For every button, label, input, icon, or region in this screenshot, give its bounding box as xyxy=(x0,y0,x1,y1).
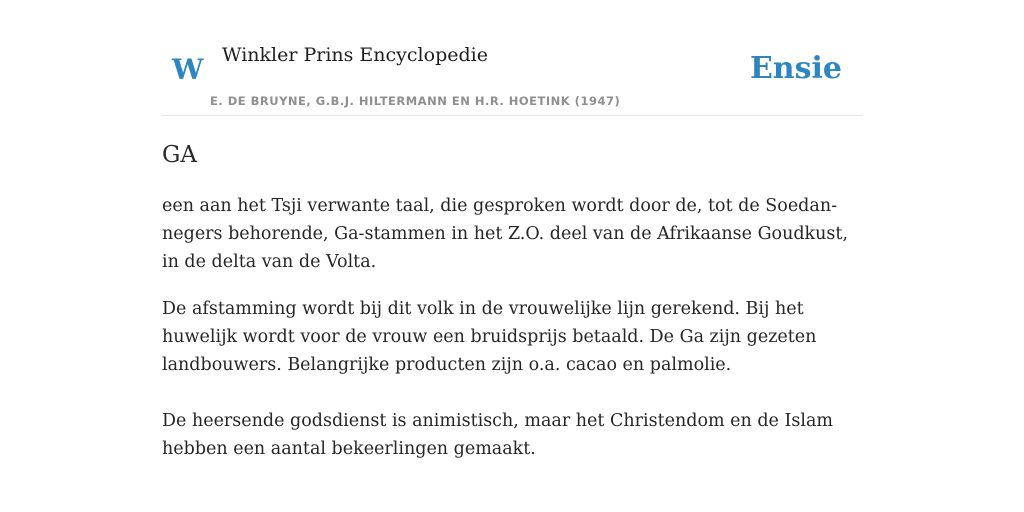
article-paragraph-3: De heersende godsdienst is animistisch, maar het Christendom en de Islam hebben een aantal bekeerlingen gemaakt. xyxy=(162,411,833,459)
entry-title: GA xyxy=(162,142,197,168)
encyclopedia-authors: E. DE BRUYNE, G.B.J. HILTERMANN EN H.R. HOETINK (1947) xyxy=(210,94,621,108)
encyclopedia-header xyxy=(162,40,862,116)
encyclopedia-title[interactable]: Winkler Prins Encyclopedie xyxy=(222,44,488,66)
article-paragraph-2: De afstamming wordt bij dit volk in de vrouwelijke lijn gerekend. Bij het huwelijk wordt voor de vrouw een bruidsprijs betaald. De Ga zijn gezeten landbouwers. Belangrijke producten zijn o.a. cacao en palmolie. xyxy=(162,299,817,375)
winkler-prins-logo[interactable]: W xyxy=(172,53,204,86)
ensie-brand-link[interactable]: Ensie xyxy=(749,51,842,86)
article-paragraph-1: een aan het Tsji verwante taal, die gesproken wordt door de, tot de Soedan-negers behorende, Ga-stammen in het Z.O. deel van de Afrikaanse Goudkust, in de delta van de Volta. xyxy=(162,196,849,272)
